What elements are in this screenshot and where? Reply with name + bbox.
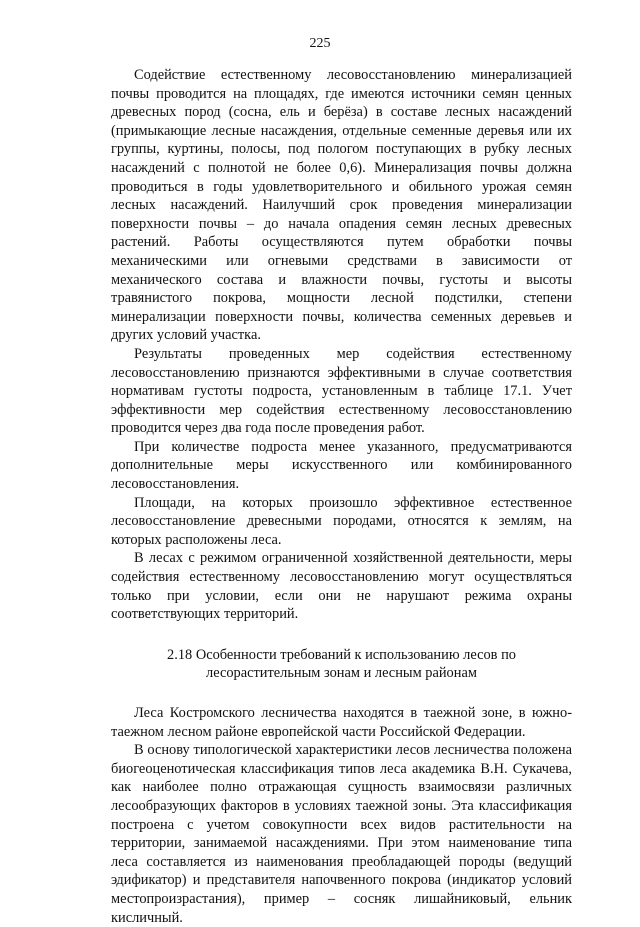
paragraph-effectiveness: Результаты проведенных мер содействия естественному лесовосстановлению признаются эффективными в случае соответствия нормативам густоты подроста, установленным в таблице 17.1. Учет эффективности мер содействия естественному лесовосстановлению проводится через два года после проведения работ.	[111, 345, 572, 437]
section-heading-line-1: 2.18 Особенности требований к использованию лесов по	[167, 646, 516, 663]
paragraph-mineralization: Содействие естественному лесовосстановлению минерализацией почвы проводится на площадях, где имеются источники семян ценных древесных пород (сосна, ель и берёза) в составе лесных насаждений (примыкающие лесные насаждения, отдельные семенные деревья или их группы, куртины, полосы, под пологом поступающих в рубку лесных насаждений с полнотой не более 0,6). Минерализация почвы должна проводиться в годы удовлетворительного и обильного урожая семян лесных насаждений. Наилучший срок проведения минерализации поверхности почвы – до начала опадения семян лесных древесных растений. Работы осуществляются путем обработки почвы механическими или огневыми средствами в зависимости от механического состава и влажности почвы, густоты и высоты травянистого покрова, мощности лесной подстилки, степени минерализации поверхности почвы, количества семенных деревьев и других условий участка.	[111, 67, 572, 344]
paragraph-forest-lands: Площади, на которых произошло эффективное естественное лесовосстановление древесными породами, относятся к землям, на которых расположены леса.	[111, 494, 572, 548]
paragraph-classification: В основу типологической характеристики лесов лесничества положена биогеоценотическая классификация типов леса академика В.Н. Сукачева, как наиболее полно отражающая сущность взаимосвязи различных лесообразующих факторов в условиях таежной зоны. Эта классификация построена с учетом совокупности всех видов растительности на территории, занимаемой насаждениями. При этом наименование типа леса составляется из наименования преобладающей породы (ведущий эдификатор) и представителя напочвенного покрова (индикатор условий местопроизрастания), пример – сосняк лишайниковый, ельник кисличный.	[111, 742, 572, 926]
section-heading-line-2: лесорастительным зонам и лесным районам	[206, 665, 477, 682]
paragraph-limited-activity: В лесах с режимом ограниченной хозяйственной деятельности, меры содействия естественному лесовосстановлению могут осуществляться только при условии, если они не нарушают режима охраны соответствующих территорий.	[111, 550, 572, 623]
section-heading	[111, 646, 572, 683]
paragraph-taiga-zone: Леса Костромского лесничества находятся в таежной зоне, в южно-таежном лесном районе европейской части Российской Федерации.	[111, 705, 572, 740]
page-content	[111, 66, 572, 927]
paragraph-additional-measures: При количестве подроста менее указанного, предусматриваются дополнительные меры искусственного или комбинированного лесовосстановления.	[111, 438, 572, 493]
page-number: 225	[309, 36, 331, 51]
